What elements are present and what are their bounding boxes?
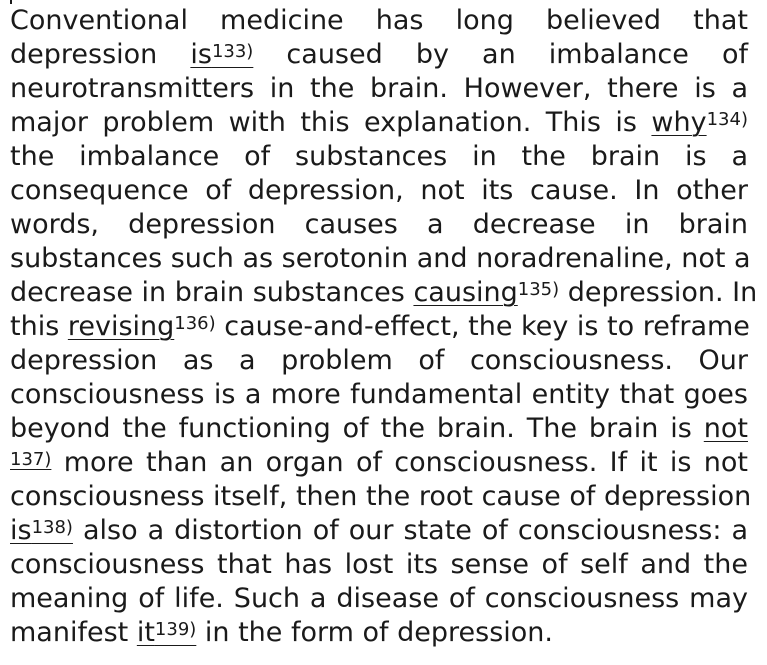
line-text: consciousness itself, then the root cause of depression — [10, 481, 752, 512]
passage-line-4 — [10, 106, 748, 140]
line-text: depression — [10, 39, 191, 70]
line-text: decrease in brain substances — [10, 277, 414, 308]
reference-number-138: 138) — [31, 517, 73, 538]
reference-number-137: 137) — [10, 449, 52, 470]
underlined-word-138 — [10, 515, 73, 546]
passage-line-8 — [10, 242, 751, 276]
passage-line-6 — [10, 174, 748, 208]
underlined-word: revising — [67, 311, 175, 342]
underlined-word-139 — [137, 617, 196, 648]
line-text: meaning of life. Such a disease of consciousness may — [10, 583, 748, 614]
passage-line-15 — [10, 480, 752, 514]
passage-line-9 — [10, 276, 758, 310]
underlined-word: is — [10, 515, 32, 546]
line-text: manifest — [10, 617, 137, 648]
line-text: consequence of depression, not its cause. In other — [10, 175, 748, 206]
passage-line-11 — [10, 344, 748, 378]
line-text: words, depression causes a decrease in brain — [10, 209, 748, 240]
passage-line-16 — [10, 514, 748, 548]
passage-text — [10, 4, 758, 650]
line-text: cause-and-effect, the key is to reframe — [215, 311, 750, 342]
underlined-word: causing — [413, 277, 518, 308]
passage-line-2 — [10, 38, 748, 72]
line-text: consciousness that has lost its sense of self and the — [10, 549, 748, 580]
underlined-word: not — [703, 413, 748, 444]
passage-line-18 — [10, 582, 748, 616]
reference-number-134: 134) — [706, 109, 748, 130]
line-text: caused by an imbalance of — [253, 39, 749, 70]
passage-line-7 — [10, 208, 748, 242]
passage-line-3 — [10, 72, 748, 106]
line-text: also a distortion of our state of consciousness: a — [72, 515, 748, 546]
underlined-word: why — [651, 107, 707, 138]
underlined-word-134 — [651, 107, 706, 138]
line-text: consciousness is a more fundamental entity that goes — [10, 379, 748, 410]
reference-number-133: 133) — [211, 41, 254, 62]
line-text: more than an organ of consciousness. If it is not — [51, 447, 748, 478]
passage-line-14 — [10, 446, 748, 480]
passage-line-5 — [10, 140, 748, 174]
line-text: substances such as serotonin and noradrenaline, not a — [10, 243, 751, 274]
line-text: neurotransmitters in the brain. However, there is a — [10, 73, 748, 104]
underlined-word-137 — [704, 413, 748, 444]
line-text: Conventional medicine has long believed that — [10, 5, 748, 36]
reference-number-135: 135) — [517, 279, 560, 300]
reference-number-136: 136) — [174, 313, 216, 334]
line-text: beyond the functioning of the brain. The brain is — [10, 413, 704, 444]
passage-line-10 — [10, 310, 748, 344]
underlined-word-136 — [68, 311, 174, 342]
underlined-word: is — [190, 39, 212, 70]
passage-line-13 — [10, 412, 748, 446]
line-text: major problem with this explanation. This is — [10, 107, 652, 138]
line-text: this — [10, 311, 68, 342]
underlined-word: it — [136, 617, 155, 648]
passage-line-17 — [10, 548, 748, 582]
line-text: the imbalance of substances in the brain is a — [10, 141, 748, 172]
underlined-word-133 — [190, 39, 253, 70]
underlined-word-135 — [413, 277, 517, 308]
passage-line-1 — [10, 4, 748, 38]
reference-number-139: 139) — [154, 619, 197, 640]
line-text: in the form of depression. — [196, 617, 553, 648]
line-text: depression as a problem of consciousness. Our — [10, 345, 748, 376]
line-text: depression. In — [559, 277, 758, 308]
passage-line-12 — [10, 378, 748, 412]
passage-line-19 — [10, 616, 748, 650]
